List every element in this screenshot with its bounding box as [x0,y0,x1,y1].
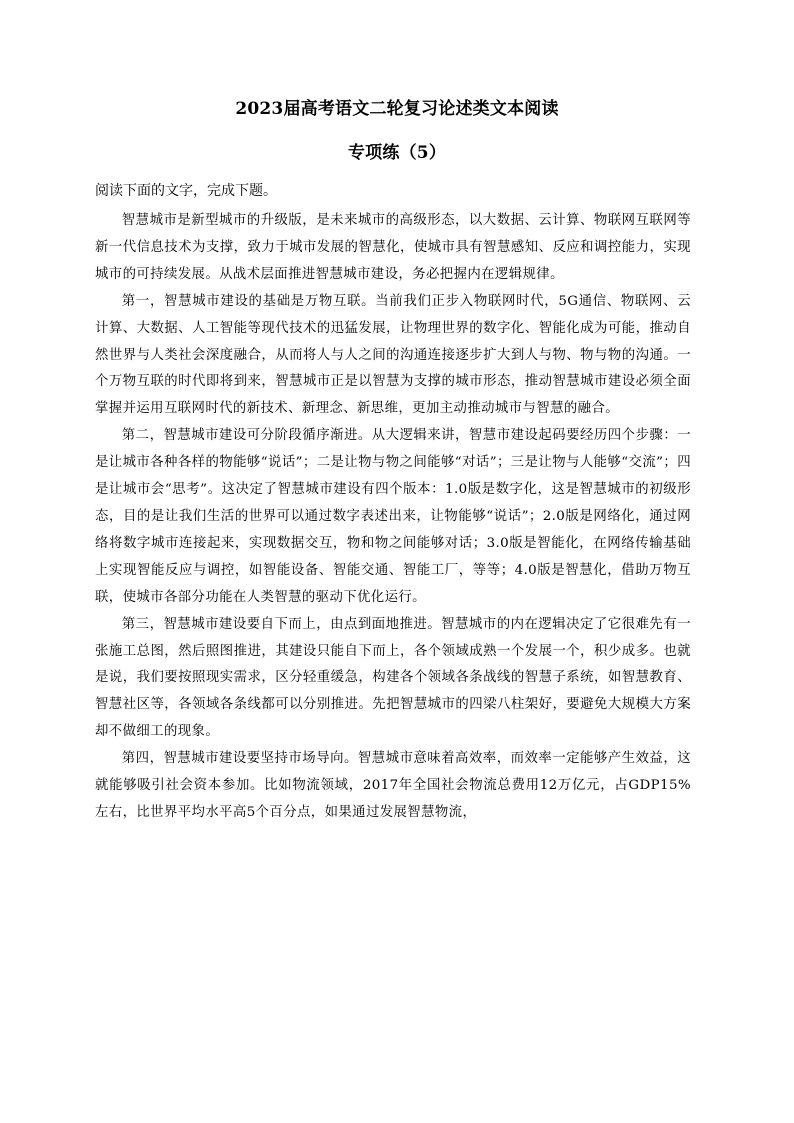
article-body [95,208,691,827]
document-title: 2023届高考语文二轮复习论述类文本阅读 [235,99,559,119]
paragraph-second: 第二，智慧城市建设可分阶段循序渐进。从大逻辑来讲，智慧市建设起码要经历四个步骤：一是让城市各种各样的物能够“说话”；二是让物与物之间能够“对话”；三是让物与人能够“交流”；四是让城市会“思考”。这决定了智慧城市建设有四个版本：1.0版是数字化，这是智慧城市的初级形态，目的是让我们生活的世界可以通过数字表述出来，让物能够“说话”；2.0版是网络化，通过网络将数字城市连接起来，实现数据交互，物和物之间能够对话；3.0版是智能化，在网络传输基础上实现智能反应与调控，如智能设备、智能交通、智能工厂，等等；4.0版是智慧化，借助万物互联，使城市各部分功能在人类智慧的驱动下优化运行。 [95,428,691,605]
paragraph-fourth: 第四，智慧城市建设要坚持市场导向。智慧城市意味着高效率，而效率一定能够产生效益，这就能够吸引社会资本参加。比如物流领域，2017年全国社会物流总费用12万亿元，占GDP15%左右，比世界平均水平高5个百分点，如果通过发展智慧物流， [95,751,691,820]
paragraph-third: 第三，智慧城市建设要自下而上，由点到面地推进。智慧城市的内在逻辑决定了它很难先有一张施工总图，然后照图推进，其建设只能自下而上，各个领域成熟一个发展一个，积少成多。也就是说，我们要按照现实需求，区分轻重缓急，构建各个领域各条战线的智慧子系统，如智慧教育、智慧社区等，各领域各条线都可以分别推进。先把智慧城市的四梁八柱架好，要避免大规模大方案却不做细工的现象。 [95,616,691,740]
document-subtitle: 专项练（5） [347,143,447,163]
paragraph-intro: 智慧城市是新型城市的升级版，是未来城市的高级形态，以大数据、云计算、物联网互联网等新一代信息技术为支撑，致力于城市发展的智慧化，使城市具有智慧感知、反应和调控能力，实现城市的可持续发展。从战术层面推进智慧城市建设，务必把握内在逻辑规律。 [95,213,691,282]
reading-instruction: 阅读下面的文字，完成下题。 [95,183,277,199]
paragraph-first: 第一，智慧城市建设的基础是万物互联。当前我们正步入物联网时代，5G通信、物联网、云计算、大数据、人工智能等现代技术的迅猛发展，让物理世界的数字化、智能化成为可能，推动自然世界与人类社会深度融合，从而将人与人之间的沟通连接逐步扩大到人与物、物与物的沟通。一个万物互联的时代即将到来，智慧城市正是以智慧为支撑的城市形态，推动智慧城市建设必须全面掌握并运用互联网时代的新技术、新理念、新思维，更加主动推动城市与智慧的融合。 [95,293,691,417]
